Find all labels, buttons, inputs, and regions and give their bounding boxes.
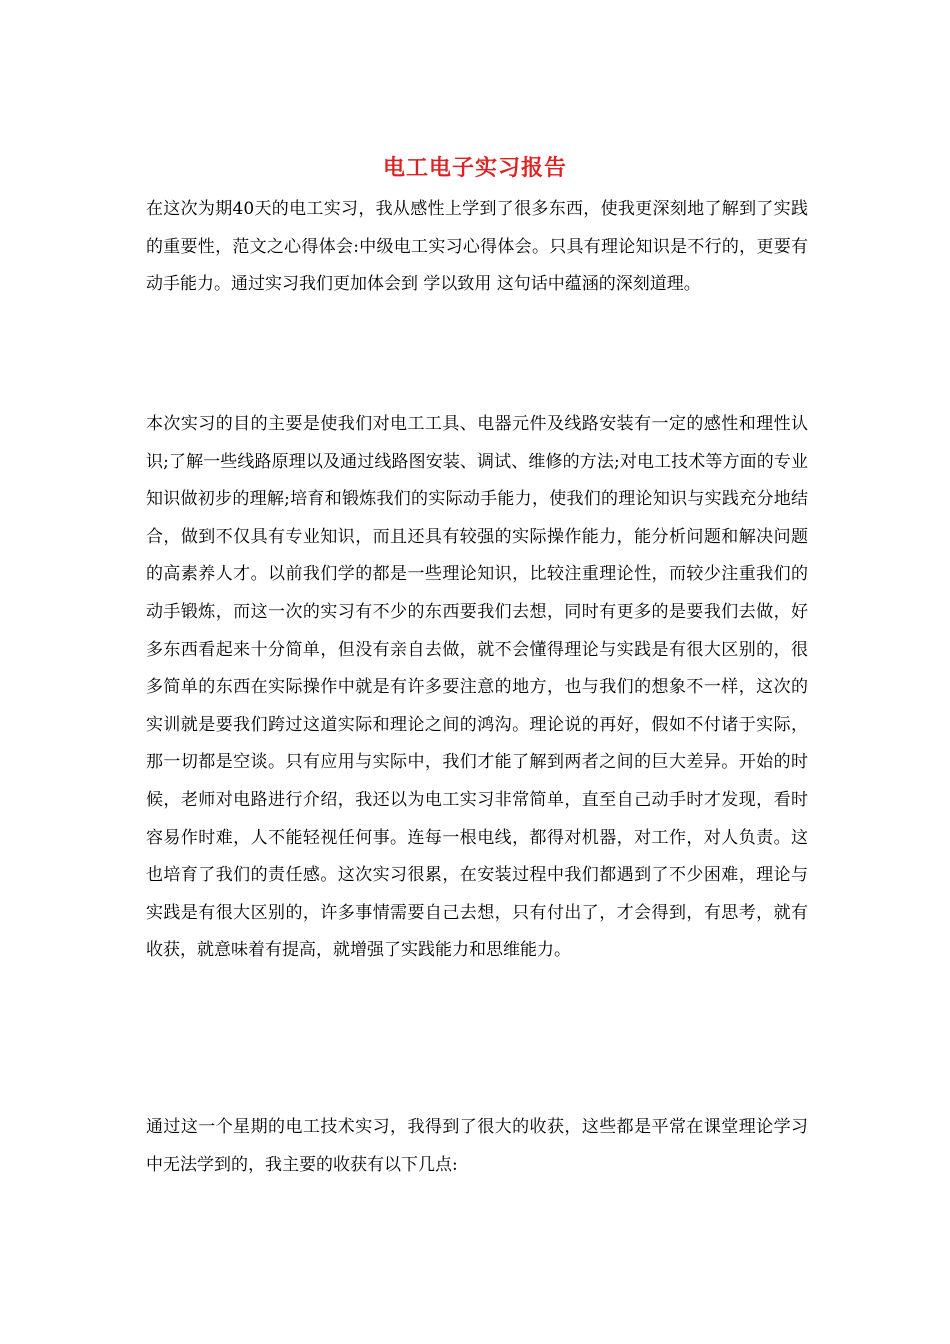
paragraph-purpose: 本次实习的目的主要是使我们对电工工具、电器元件及线路安装有一定的感性和理性认识;了解一些线路原理以及通过线路图安装、调试、维修的方法;对电工技术等方面的专业知识做初步的理解;培育和锻炼我们的实际动手能力，使我们的理论知识与实践充分地结合，做到不仅具有专业知识，而且还具有较强的实际操作能力，能分析问题和解决问题的高素养人才。以前我们学的都是一些理论知识，比较注重理论性，而较少注重我们的动手锻炼，而这一次的实习有不少的东西要我们去想，同时有更多的是要我们去做，好多东西看起来十分简单，但没有亲自去做，就不会懂得理论与实践是有很大区别的，很多简单的东西在实际操作中就是有许多要注意的地方，也与我们的想象不一样，这次的实训就是要我们跨过这道实际和理论之间的鸿沟。理论说的再好，假如不付诸于实际，那一切都是空谈。只有应用与实际中，我们才能了解到两者之间的巨大差异。开始的时候，老师对电路进行介绍，我还以为电工实习非常简单，直至自己动手时才发现，看时容易作时难，人不能轻视任何事。连每一根电线，都得对机器，对工作，对人负责。这也培育了我们的责任感。这次实习很累，在安装过程中我们都遇到了不少困难，理论与实践是有很大区别的，许多事情需要自己去想，只有付出了，才会得到，有思考，就有收获，就意味着有提高，就增强了实践能力和思维能力。 — [146, 414, 808, 961]
paragraph-gains: 通过这一个星期的电工技术实习，我得到了很大的收获，这些都是平常在课堂理论学习中无法学到的，我主要的收获有以下几点: — [146, 1117, 808, 1175]
page-title: 电工电子实习报告 — [382, 155, 567, 181]
paragraph-intro: 在这次为期40天的电工实习，我从感性上学到了很多东西，使我更深刻地了解到了实践的重要性，范文之心得体会:中级电工实习心得体会。只具有理论知识是不行的，更要有动手能力。通过实习我们更加体会到 学以致用 这句话中蕴涵的深刻道理。 — [146, 199, 808, 295]
